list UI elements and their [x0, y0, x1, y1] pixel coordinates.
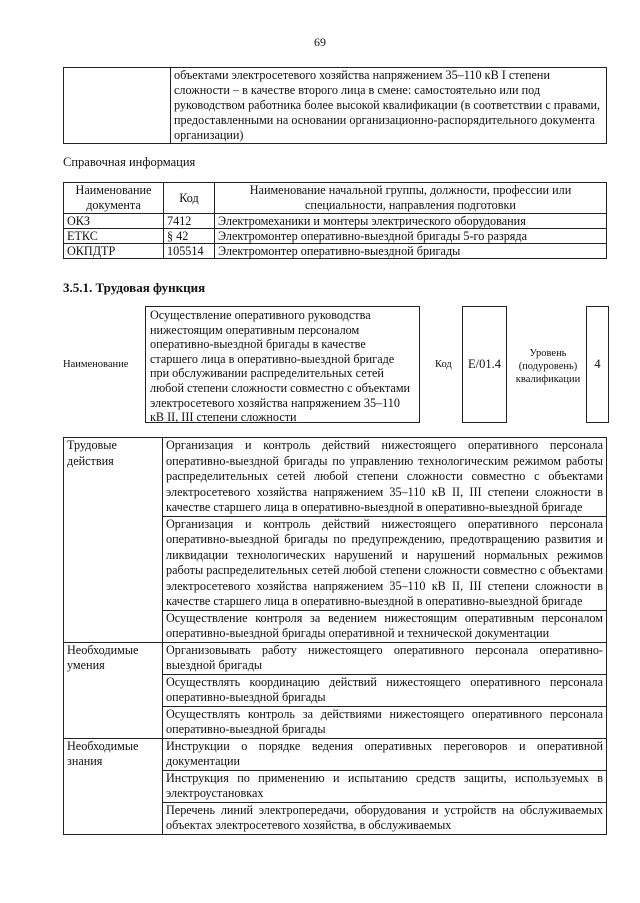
skills-label: Необходимые умения	[64, 642, 163, 738]
function-name-box: Осуществление оперативного руководства нижестоящим оперативным персоналом оперативно-выездной бригады в качестве старшего лица в оперативно-выездной бригаде при обслуживании распределительных сетей любой степени сложности совместно с объектами электросетевого хозяйства напряжением 35–110 кВ II, III степени сложности	[145, 306, 420, 423]
continued-text: объектами электросетевого хозяйства напряжением 35–110 кВ I степени сложности – в качестве второго лица в смене: самостоятельно или под руководством работника более высокой квалификации (в соответствии с правами, предоставленными на основании организационно-распорядительного документа организации)	[171, 68, 607, 144]
empty-label-cell	[64, 68, 171, 144]
name-cell: Электромонтер оперативно-выездной бригады 5-го разряда	[215, 229, 607, 244]
name-cell: Электромонтер оперативно-выездной бригады	[215, 244, 607, 259]
level-label: Уровень (подуровень) квалификации	[515, 348, 581, 385]
name-label: Наименование	[63, 359, 129, 370]
section-heading: 3.5.1. Трудовая функция	[63, 280, 206, 295]
code-cell: 105514	[164, 244, 215, 259]
function-details-table	[63, 437, 607, 835]
reference-table	[63, 182, 607, 259]
code-cell: § 42	[164, 229, 215, 244]
table-row	[64, 642, 607, 674]
code-label: Код	[435, 359, 452, 370]
doc-cell: ОКЗ	[64, 214, 164, 229]
reference-title: Справочная информация	[63, 155, 196, 169]
header-doc-name: Наименование документа	[64, 183, 164, 214]
knowledge-item: Перечень линий электропередачи, оборудования и устройств на обслуживаемых объектах электросетевого хозяйства, в обслуживаемых	[163, 802, 607, 834]
labor-actions-label: Трудовые действия	[64, 438, 163, 643]
labor-action-item: Организация и контроль действий нижестоящего оперативного персонала оперативно-выездной бригады по предупреждению, предотвращению развития и ликвидации технологических нарушений и нарушений нормальных режимов работы распределительных сетей любой степени сложности совместно с объектами электросетевого хозяйства напряжением 35–110 кВ II, III степени сложности в качестве старшего лица в оперативно-выездной в оперативно-выездной бригаде	[163, 516, 607, 610]
knowledge-item: Инструкция по применению и испытанию средств защиты, используемых в электроустановках	[163, 770, 607, 802]
skill-item: Осуществлять координацию действий нижестоящего оперативного персонала оперативно-выездной бригады	[163, 674, 607, 706]
level-value: 4	[586, 306, 609, 423]
knowledge-label: Необходимые знания	[64, 738, 163, 834]
table-row	[64, 229, 607, 244]
skill-item: Осуществлять контроль за действиями нижестоящего оперативного персонала оперативно-выездной бригады	[163, 706, 607, 738]
table-row	[64, 438, 607, 517]
labor-action-item: Организация и контроль действий нижестоящего оперативного персонала оперативно-выездной бригады по управлению технологическим режимом работы распределительных сетей любой степени сложности совместно с объектами электросетевого хозяйства напряжением 35–110 кВ II, III степени сложности в качестве старшего лица в оперативно-выездной в оперативно-выездной бригаде	[163, 438, 607, 517]
continued-table	[63, 67, 607, 144]
page-number: 69	[314, 35, 326, 49]
name-cell: Электромеханики и монтеры электрического оборудования	[215, 214, 607, 229]
code-value: E/01.4	[462, 306, 507, 423]
skill-item: Организовывать работу нижестоящего оперативного персонала оперативно-выездной бригады	[163, 642, 607, 674]
header-code: Код	[164, 183, 215, 214]
knowledge-item: Инструкции о порядке ведения оперативных переговоров и оперативной документации	[163, 738, 607, 770]
doc-cell: ЕТКС	[64, 229, 164, 244]
doc-cell: ОКПДТР	[64, 244, 164, 259]
header-group-name: Наименование начальной группы, должности, профессии или специальности, направления подготовки	[215, 183, 607, 214]
table-row	[64, 244, 607, 259]
labor-action-item: Осуществление контроля за ведением нижестоящим оперативным персоналом оперативно-выездной бригады оперативной и технической документации	[163, 610, 607, 642]
code-cell: 7412	[164, 214, 215, 229]
table-row	[64, 738, 607, 770]
table-row	[64, 214, 607, 229]
